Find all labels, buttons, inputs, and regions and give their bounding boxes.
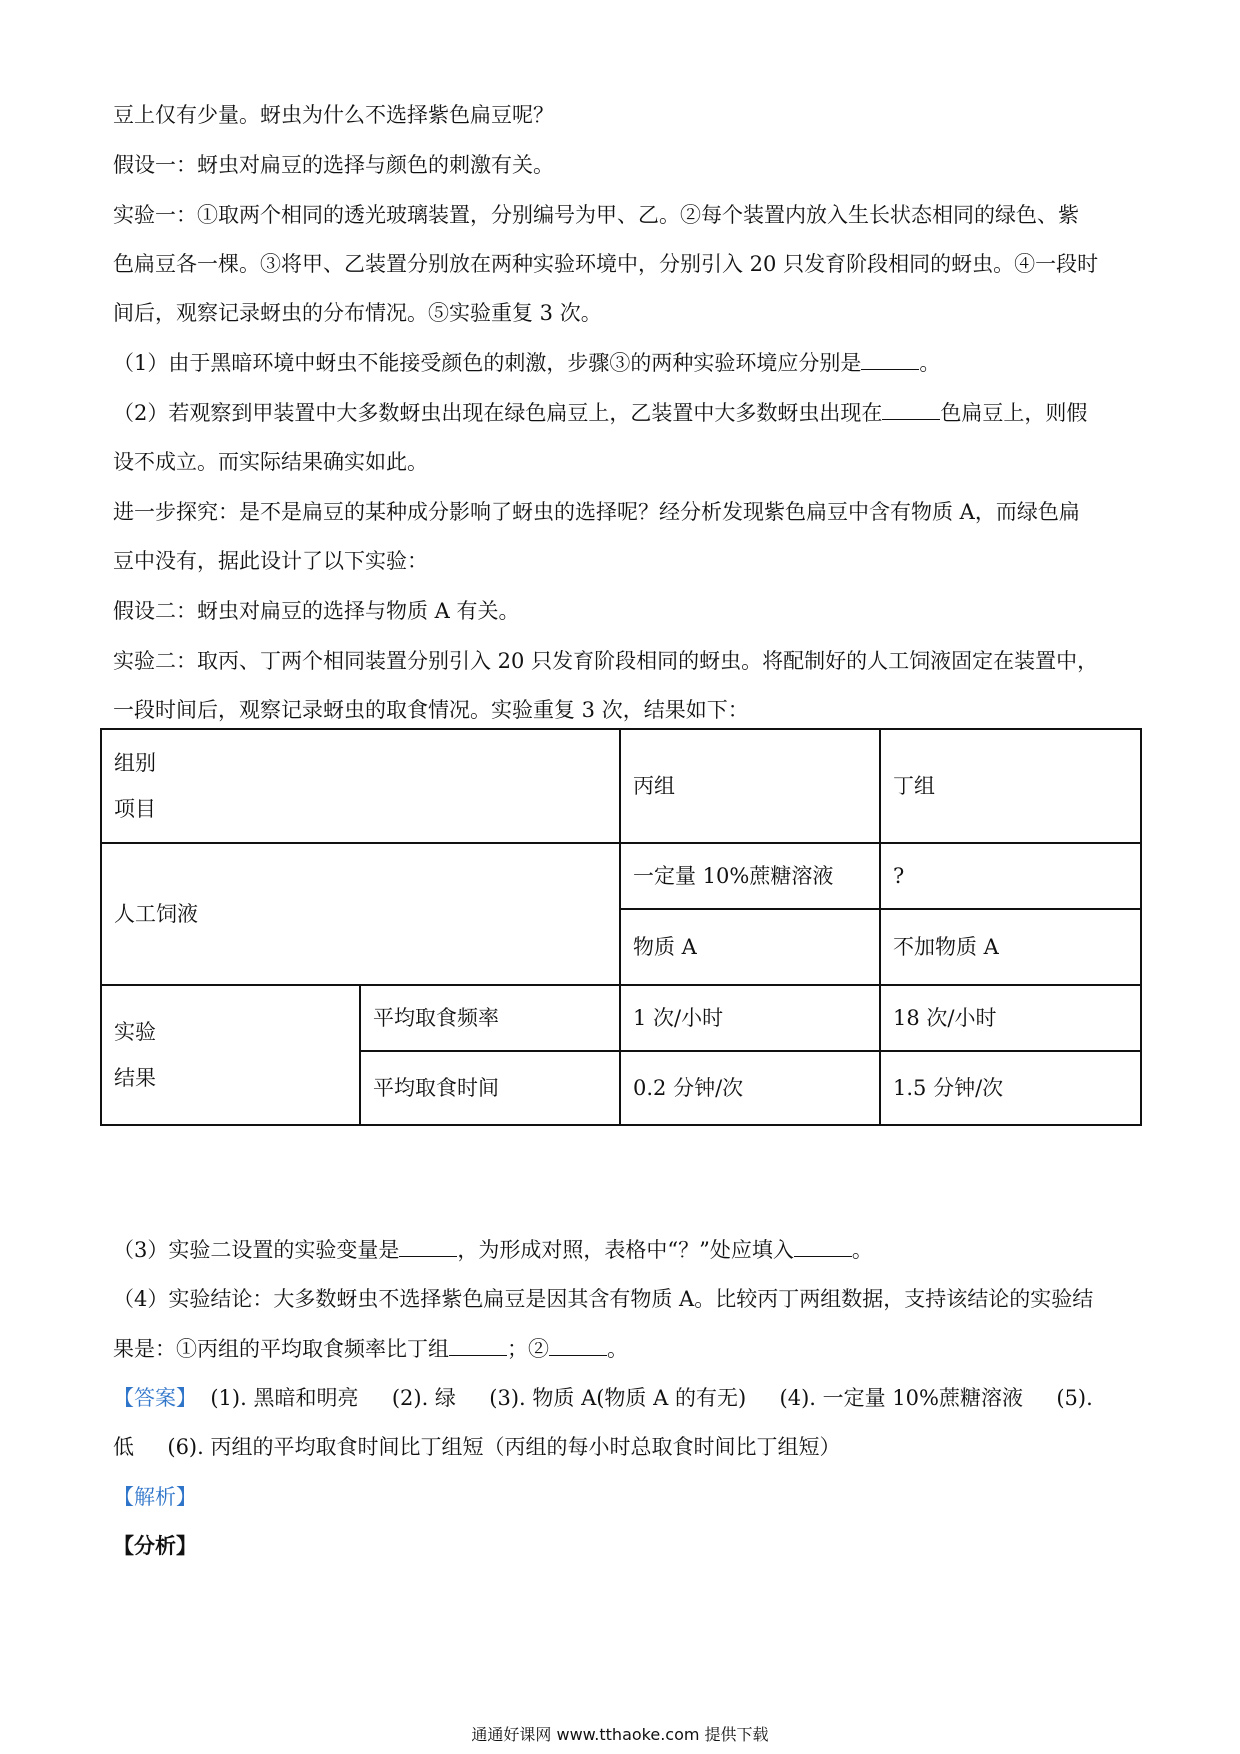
experiment-one-line-3: 间后，观察记录蚜虫的分布情况。⑤实验重复 3 次。 <box>113 301 602 325</box>
answer-blank <box>449 1335 507 1356</box>
page-footer: 通通好课网 www.tthaoke.com 提供下载 <box>471 1725 769 1744</box>
answer-line-1: 【答案】 (1). 黑暗和明亮 (2). 绿 (3). 物质 A(物质 A 的有无) (4). 一定量 10%蔗糖溶液 (5). <box>113 1386 1093 1410</box>
analysis-tag: 【解析】 <box>113 1485 197 1509</box>
answer-blank <box>399 1236 457 1257</box>
table-cell: 物质 A <box>620 909 880 985</box>
table-cell: 1.5 分钟/次 <box>880 1051 1141 1125</box>
answer-blank <box>861 349 919 370</box>
experiment-two-line-2: 一段时间后，观察记录蚜虫的取食情况。实验重复 3 次，结果如下： <box>113 698 749 722</box>
further-inquiry-line-2: 豆中没有，据此设计了以下实验： <box>113 549 428 573</box>
hypothesis-two: 假设二：蚜虫对扁豆的选择与物质 A 有关。 <box>113 599 520 623</box>
paragraph-intro: 豆上仅有少量。蚜虫为什么不选择紫色扁豆呢？ <box>113 103 554 127</box>
header-ding-cell: 丁组 <box>880 729 1141 843</box>
header-bing-cell: 丙组 <box>620 729 880 843</box>
table-row <box>101 843 1141 909</box>
feed-label-cell: 人工饲液 <box>101 843 620 985</box>
table-row <box>101 985 1141 1051</box>
header-group-item-cell: 组别 项目 <box>101 729 620 843</box>
results-table <box>100 728 1142 1126</box>
question-4-line-1: （4）实验结论：大多数蚜虫不选择紫色扁豆是因其含有物质 A。比较丙丁两组数据，支持该结论的实验结 <box>113 1287 1094 1311</box>
answer-blank <box>882 399 940 420</box>
hypothesis-one: 假设一：蚜虫对扁豆的选择与颜色的刺激有关。 <box>113 153 554 177</box>
question-2: （2）若观察到甲装置中大多数蚜虫出现在绿色扁豆上，乙装置中大多数蚜虫出现在 色扁豆上，则假 <box>113 401 1088 425</box>
answer-blank <box>794 1236 852 1257</box>
table-header-row <box>101 729 1141 843</box>
table-cell: 1 次/小时 <box>620 985 880 1051</box>
table-cell: 0.2 分钟/次 <box>620 1051 880 1125</box>
experiment-two-line-1: 实验二：取丙、丁两个相同装置分别引入 20 只发育阶段相同的蚜虫。将配制好的人工饲液固定在装置中， <box>113 649 1099 673</box>
question-2-continued: 设不成立。而实际结果确实如此。 <box>113 450 428 474</box>
table-cell: 不加物质 A <box>880 909 1141 985</box>
table-cell: 平均取食频率 <box>360 985 620 1051</box>
answer-line-2: 低 (6). 丙组的平均取食时间比丁组短（丙组的每小时总取食时间比丁组短） <box>113 1435 841 1459</box>
table-cell: 一定量 10%蔗糖溶液 <box>620 843 880 909</box>
question-1: （1）由于黑暗环境中蚜虫不能接受颜色的刺激，步骤③的两种实验环境应分别是 。 <box>113 351 941 375</box>
fenxi-tag: 【分析】 <box>113 1534 197 1558</box>
experiment-one-line-1: 实验一：①取两个相同的透光玻璃装置，分别编号为甲、乙。②每个装置内放入生长状态相同的绿色、紫 <box>113 203 1079 227</box>
answer-blank <box>549 1335 607 1356</box>
answer-tag: 【答案】 <box>113 1386 197 1410</box>
question-3: （3）实验二设置的实验变量是 ，为形成对照，表格中“？”处应填入 。 <box>113 1238 873 1262</box>
question-4-line-2: 果是：①丙组的平均取食频率比丁组 ；② 。 <box>113 1337 628 1361</box>
experiment-one-line-2: 色扁豆各一棵。③将甲、乙装置分别放在两种实验环境中，分别引入 20 只发育阶段相同的蚜虫。④一段时 <box>113 252 1099 276</box>
result-label-cell: 实验 结果 <box>101 985 360 1125</box>
table-cell: 18 次/小时 <box>880 985 1141 1051</box>
further-inquiry-line-1: 进一步探究：是不是扁豆的某种成分影响了蚜虫的选择呢？经分析发现紫色扁豆中含有物质 A，而绿色扁 <box>113 500 1080 524</box>
table-cell: 平均取食时间 <box>360 1051 620 1125</box>
table-cell: ? <box>880 843 1141 909</box>
